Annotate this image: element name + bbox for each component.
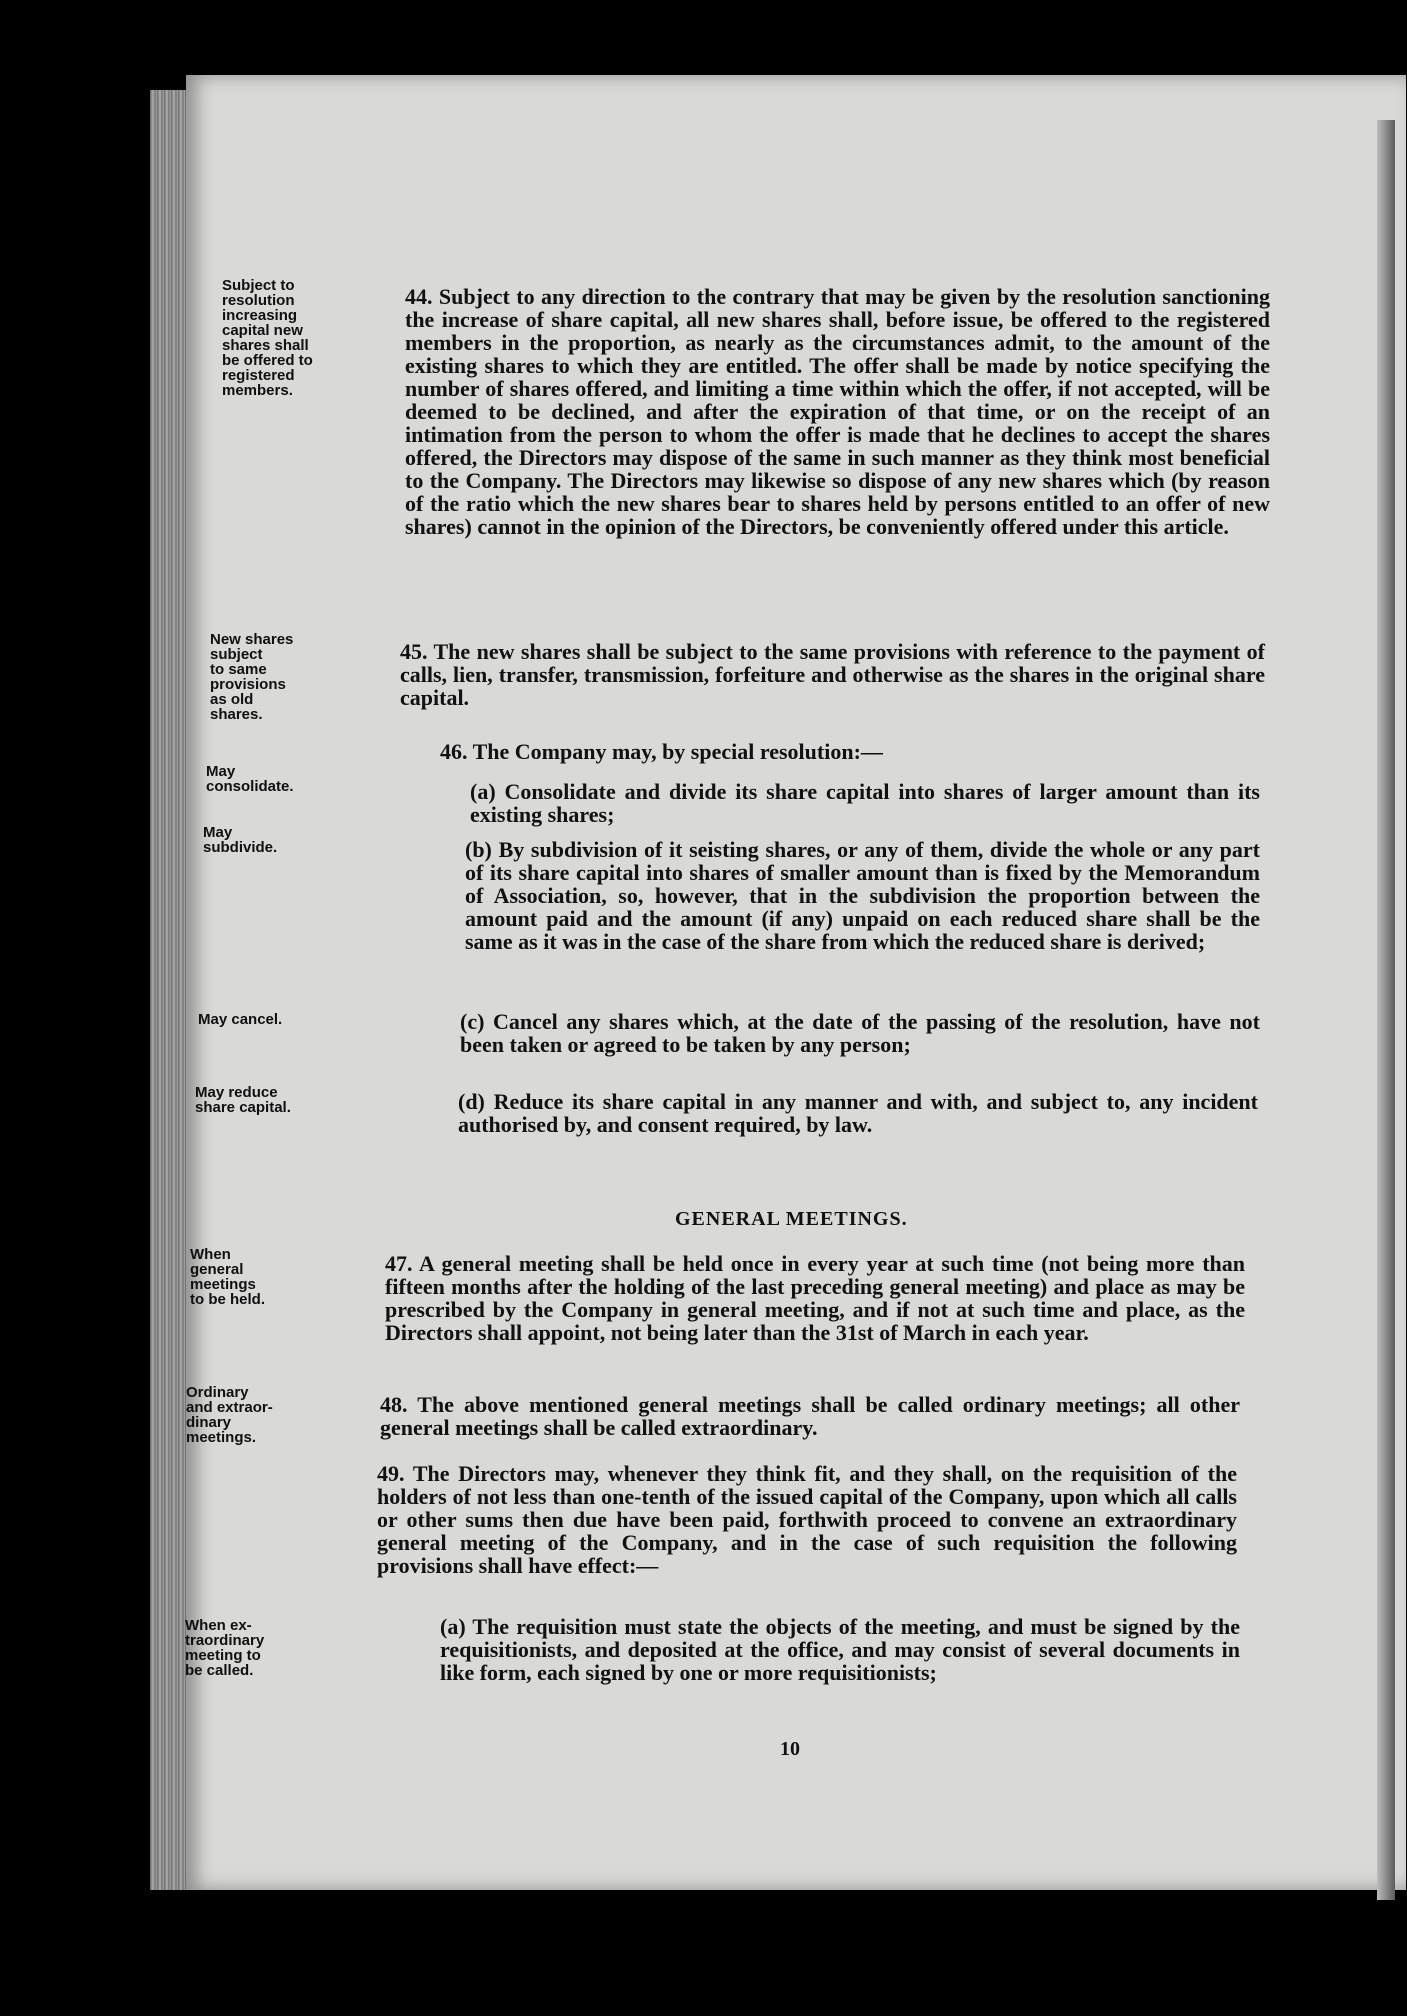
- article-45: 45. The new shares shall be subject to the same provisions with reference to the payment of calls, lien, transfer, transmission, forfeiture and otherwise as the shares in the original share capital.: [400, 639, 1265, 710]
- margin-note-reduce: May reduce share capital.: [195, 1084, 291, 1116]
- article-49a: (a) The requisition must state the objects of the meeting, and must be signed by the requisitionists, and deposited at the office, and may consist of several documents in like form, each signed by one or more requisitionists;: [440, 1614, 1240, 1685]
- page-edge: [1377, 120, 1395, 1900]
- margin-note-48: Ordinary and extraor- dinary meetings.: [186, 1384, 273, 1446]
- page-number: 10: [780, 1738, 800, 1760]
- article-49: 49. The Directors may, whenever they think fit, and they shall, on the requisition of the holders of not less than one-tenth of the issued capital of the Company, upon which all calls or other sums then due have been paid, forthwith proceed to convene an extraordinary general meeting of the Company, and in the case of such requisition the following provisions shall have effect:—: [377, 1461, 1237, 1578]
- section-heading: GENERAL MEETINGS.: [675, 1208, 908, 1230]
- margin-note-45: New shares subject to same provisions as old shares.: [210, 631, 294, 723]
- article-46: 46. The Company may, by special resolution:—: [440, 739, 883, 764]
- margin-note-consolidate: May consolidate.: [206, 763, 294, 795]
- margin-note-subdivide: May subdivide.: [203, 824, 278, 856]
- margin-note-cancel: May cancel.: [198, 1011, 283, 1028]
- margin-note-47: When general meetings to be held.: [190, 1246, 265, 1308]
- article-46a: (a) Consolidate and divide its share capital into shares of larger amount than its existing shares;: [470, 779, 1260, 827]
- margin-note-44: Subject to resolution increasing capital new shares shall be offered to registered members.: [222, 277, 313, 399]
- article-47: 47. A general meeting shall be held once in every year at such time (not being more than fifteen months after the holding of the last preceding general meeting) and place as may be prescribed by the Company in general meeting, and if not at such time and place, as the Directors shall appoint, not being later than the 31st of March in each year.: [385, 1251, 1245, 1345]
- article-46c: (c) Cancel any shares which, at the date of the passing of the resolution, have not been taken or agreed to be taken by any person;: [460, 1009, 1260, 1057]
- article-46b: (b) By subdivision of it seisting shares, or any of them, divide the whole or any part of its share capital into shares of smaller amount than is fixed by the Memorandum of Association, so, however, that in the subdivision the proportion between the amount paid and the amount (if any) unpaid on each reduced share shall be the same as it was in the case of the share from which the reduced share is derived;: [465, 837, 1260, 954]
- article-44: 44. Subject to any direction to the contrary that may be given by the resolution sanctioning the increase of share capital, all new shares shall, before issue, be offered to the registered members in the proportion, as nearly as the circumstances admit, to the amount of the existing shares to which they are entitled. The offer shall be made by notice specifying the number of shares offered, and limiting a time within which the offer, if not accepted, will be deemed to be declined, and after the expiration of that time, or on the receipt of an intimation from the person to whom the offer is made that he declines to accept the shares offered, the Directors may dispose of the same in such manner as they think most beneficial to the Company. The Directors may likewise so dispose of any new shares which (by reason of the ratio which the new shares bear to shares held by persons entitled to an offer of new shares) cannot in the opinion of the Directors, be conveniently offered under this article.: [405, 284, 1270, 539]
- margin-note-49: When ex- traordinary meeting to be called.: [185, 1617, 265, 1679]
- article-48: 48. The above mentioned general meetings shall be called ordinary meetings; all other general meetings shall be called extraordinary.: [380, 1392, 1240, 1440]
- article-46d: (d) Reduce its share capital in any manner and with, and subject to, any incident authorised by, and consent required, by law.: [458, 1089, 1258, 1137]
